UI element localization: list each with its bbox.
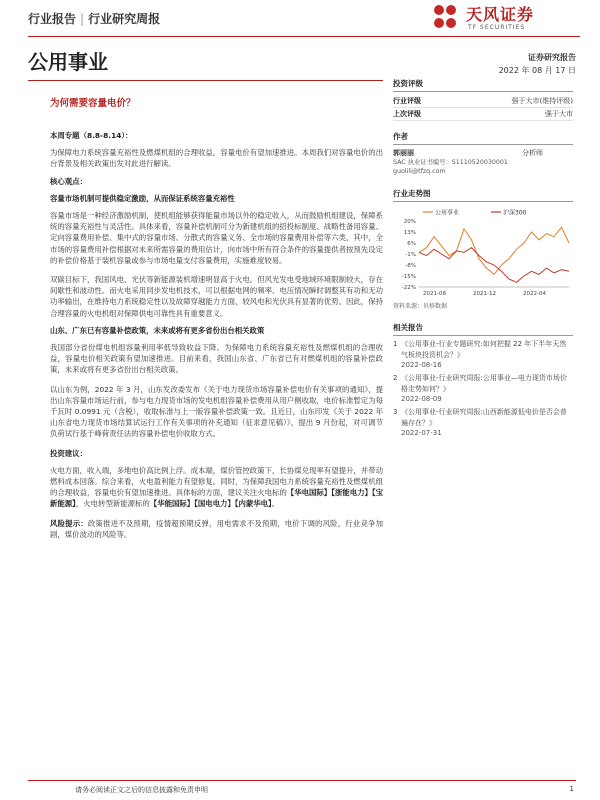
legend-label-csi300: 沪深300 bbox=[503, 209, 527, 217]
main-body bbox=[50, 130, 383, 545]
investment-advice-label: 投资建议： bbox=[50, 448, 87, 458]
advice-mid: ，火电转型新能源标的 bbox=[75, 499, 150, 509]
chart-source: 资料来源：贝格数据 bbox=[393, 303, 448, 310]
y-tick-label: 20% bbox=[403, 219, 416, 225]
related-list bbox=[393, 339, 573, 437]
advice-text: 火电方面，收入端，多地电价高比例上浮。成本端，煤价管控政策下，长协煤兑现率有望提升，并带动燃料成本回落。综合来看，火电盈利能力有望修复。同时，为保障我国电力系统容量充裕性及燃煤机组的合理收益，容量电价有望加速推进。具体标的方面，建议关注火电标的 bbox=[50, 465, 383, 498]
core-views-label: 核心观点： bbox=[50, 176, 87, 186]
series-line-utilities bbox=[419, 227, 569, 274]
report-title: 为何需要容量电价？ bbox=[50, 98, 136, 109]
related-report-link[interactable] bbox=[393, 407, 573, 429]
legend-label-utilities: 公用事业 bbox=[435, 209, 460, 217]
paragraph-3: 我国部分省份煤电机组容量利用率低导致收益下降。为保障电力系统容量充裕性及燃煤机组的合理收益，容量电价相关政策有望加速推进。目前来看，我国山东省、广东省已有对燃煤机组的容量补偿政策，未来或将有更多省份出台相关政策。 bbox=[50, 343, 383, 375]
header-subcategory: 行业研究周报 bbox=[88, 12, 161, 26]
author-sac: SAC 执业证书编号：S1110520030001 bbox=[393, 159, 508, 166]
rating-row bbox=[393, 95, 573, 108]
sidebar bbox=[393, 78, 573, 441]
report-type: 证券研究报告 bbox=[528, 53, 576, 62]
related-report-link[interactable] bbox=[393, 373, 573, 395]
author-title: 作者 bbox=[393, 131, 573, 145]
page-number: 1 bbox=[569, 785, 574, 793]
sector-title: 公用事业 bbox=[28, 50, 108, 74]
y-tick-label: -15% bbox=[401, 274, 416, 280]
chart-title: 行业走势图 bbox=[393, 188, 573, 202]
author-name: 郭丽丽 bbox=[393, 149, 414, 157]
header-divider bbox=[28, 36, 580, 37]
risk-label: 风险提示： bbox=[50, 518, 88, 528]
author-row bbox=[393, 148, 543, 158]
y-tick-label: -22% bbox=[401, 285, 416, 291]
y-tick-label: 6% bbox=[407, 241, 416, 247]
trend-chart-svg bbox=[393, 205, 573, 297]
related-index: 2 bbox=[393, 374, 398, 382]
related-date: 2022-07-31 bbox=[401, 429, 442, 437]
x-tick-label: 2022-04 bbox=[523, 291, 546, 297]
logo-mark-icon bbox=[430, 2, 460, 32]
paragraph-4: 以山东为例，2022 年 3 月，山东发改委发布《关于电力现货市场容量补偿电价有关事项的通知》，提出山东容量市场运行前，参与电力现货市场的发电机组容量补偿费用从用户侧收取，电价标准暂定为每千瓦时 0.0991 元（含税），收取标准与上一版容量补偿政策一致。且近日，山东印发《关于 2022 年山东省电力现货市场结算试运行工作有关事项的补充通知（征求意见稿）》，提出 9 月份起，对可调节负荷试行基于峰荷责任法的容量补偿电价收取方式。 bbox=[50, 384, 383, 439]
paragraph-1: 容量市场是一种经济激励机制，使机组能够获得能量市场以外的稳定收入，从而鼓励机组建设，保障系统的容量充裕性与灵活性。具体来看，容量补偿机制可分为新建机组的招投标制度、战略性备用容量、定向容量费用补偿、集中式的容量市场、分散式的容量义务、全市场的容量费用补偿等六类，其中，全市场的容量费用补偿根据对未来所需容量的费用估计，向市场中所有符合条件的容量提供者按预先设定的补偿价格基于装机容量或参与市场电量支付容量费用，实施难度较易。 bbox=[50, 211, 383, 265]
series-line-csi300 bbox=[419, 248, 569, 283]
intro-paragraph: 为保障电力系统容量充裕性及燃煤机组的合理收益，容量电价有望加速推进。本周我们对容量电价的出台背景及相关政策出发对此进行解读。 bbox=[50, 148, 383, 169]
report-header bbox=[28, 10, 160, 27]
related-text: 《公用事业-行业研究周报:公用事业—电力现货市场价格走势如何？》 bbox=[401, 374, 567, 393]
header-category: 行业报告 bbox=[28, 12, 77, 26]
thermal-stocks: 【华电国际】【浙能电力】【宝新能源】 bbox=[50, 488, 383, 509]
related-date: 2022-08-09 bbox=[401, 395, 442, 403]
trend-chart bbox=[393, 205, 573, 297]
brand-logo bbox=[430, 0, 580, 38]
related-index: 1 bbox=[393, 340, 398, 348]
transition-stocks: 【华能国际】【国电电力】【内蒙华电】 bbox=[149, 499, 272, 509]
related-report-link[interactable] bbox=[393, 339, 573, 361]
section-heading-1: 容量市场机制可提供稳定激励，从而保证系统容量充裕性 bbox=[50, 193, 235, 203]
rating-row bbox=[393, 108, 573, 121]
rating-value: 强于大市 bbox=[545, 110, 573, 118]
footer-disclaimer: 请务必阅读正文之后的信息披露和免责申明 bbox=[75, 786, 208, 794]
report-date: 2022 年 08 月 17 日 bbox=[498, 66, 576, 75]
footer-divider bbox=[28, 780, 576, 781]
sector-divider bbox=[28, 80, 383, 81]
y-tick-label: -8% bbox=[405, 263, 416, 269]
risk-paragraph bbox=[50, 518, 383, 540]
paragraph-2: 双碳目标下，我国风电、光伏等新能源装机增速明显高于火电。但风光发电受地域环境限制较大，存在间歇性和波动性。而火电采用同步发电机技术，可以根据电网的频率、电压情况瞬时调整其有功和无功功率输出，在维持电力系统稳定性以及故障穿越能力方面，较风电和光伏具有显著的优势。因此，保持合理容量的火电机组对保障供电可靠性具有重要意义。 bbox=[50, 275, 383, 318]
related-title: 相关报告 bbox=[393, 322, 573, 336]
related-date: 2022-08-16 bbox=[401, 361, 442, 369]
x-tick-label: 2021-12 bbox=[473, 291, 496, 297]
author-role: 分析师 bbox=[522, 149, 543, 157]
header-separator: | bbox=[80, 12, 85, 26]
advice-end: 。 bbox=[271, 499, 280, 509]
logo-subtitle: TF SECURITIES bbox=[468, 24, 526, 31]
rating-label: 上次评级 bbox=[393, 110, 421, 118]
section-heading-2: 山东、广东已有容量补偿政策，未来或将有更多省份出台相关政策 bbox=[50, 325, 265, 335]
logo-name: 天风证券 bbox=[466, 5, 535, 24]
x-tick-label: 2021-08 bbox=[423, 291, 446, 297]
risk-text: 政策推进不及预期，疫情超预期反弹，用电需求不及预期，电价下调的风险，行业竞争加剧，煤价波动的风险等。 bbox=[50, 518, 383, 539]
paragraph-5 bbox=[50, 465, 383, 510]
author-email[interactable]: guolili@tfzq.com bbox=[393, 168, 446, 175]
rating-label: 行业评级 bbox=[393, 97, 421, 105]
related-index: 3 bbox=[393, 408, 398, 416]
y-tick-label: 13% bbox=[403, 230, 416, 236]
weekly-topic: 本周专题（8.8-8.14）： bbox=[50, 131, 133, 140]
y-tick-label: -1% bbox=[405, 252, 416, 258]
rating-title: 投资评级 bbox=[393, 78, 573, 92]
related-text: 《公用事业-行业研究周报:山西新能源低电价是否会普遍存在？》 bbox=[401, 408, 567, 427]
related-text: 《公用事业-行业专题研究:如何把握 22 年下半年天然气板块投资机会？》 bbox=[401, 340, 567, 359]
rating-value: 强于大市(维持评级) bbox=[511, 97, 573, 105]
